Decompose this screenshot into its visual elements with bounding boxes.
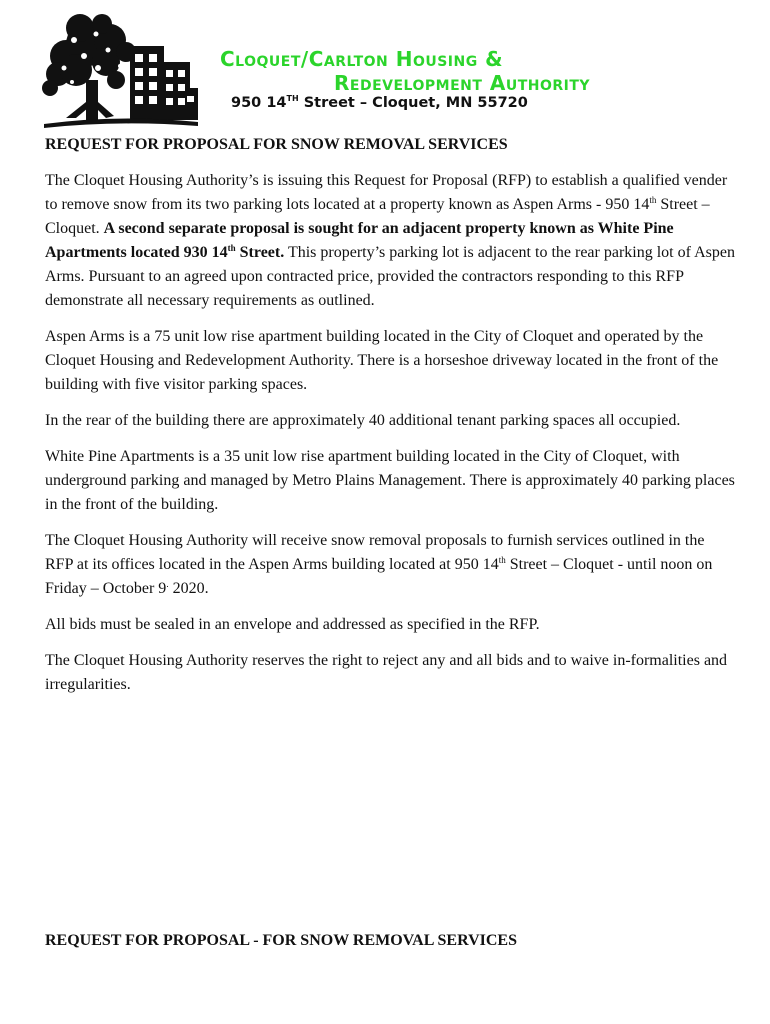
intro-text-3: This property’s parking lot is adjacent to the rear parking lot of Aspen Arms. Pursuant to an agreed upon contracted price, provided the contractors responding to this RFP demonstrate all necessary requirements as outlined.: [45, 244, 735, 309]
paragraph-reserves-right: The Cloquet Housing Authority reserves the right to reject any and all bids and to waive in-formalities and irregularities.: [45, 652, 728, 693]
page-title: REQUEST FOR PROPOSAL FOR SNOW REMOVAL SERVICES: [45, 136, 508, 153]
paragraph-rear-parking: In the rear of the building there are approximately 40 additional tenant parking spaces all occupied.: [45, 412, 681, 429]
intro-bold-2: Street.: [235, 244, 285, 261]
address-superscript: TH: [286, 94, 299, 103]
footer-title: REQUEST FOR PROPOSAL - FOR SNOW REMOVAL SERVICES: [45, 932, 517, 949]
paragraph-deadline: [45, 529, 735, 601]
document-body: [45, 133, 735, 709]
intro-text-2: Street – Cloquet.: [45, 196, 710, 237]
deadline-sup-1: th: [498, 555, 506, 565]
intro-bold-1: A second separate proposal is sought for an adjacent property known as White Pine Apartments located 930 14: [45, 220, 674, 261]
paragraph-aspen-arms: Aspen Arms is a 75 unit low rise apartment building located in the City of Cloquet and operated by the Cloquet Housing and Redevelopment Authority. There is a horseshoe driveway located in the front of the building with five visitor parking spaces.: [45, 328, 719, 393]
organization-name-line1: Cloquet/Carlton Housing &: [220, 47, 504, 71]
intro-text-1: The Cloquet Housing Authority’s is issuing this Request for Proposal (RFP) to establish a qualified vender to remove snow from its two parking lots located at a property known as Aspen Arms - 950 14: [45, 172, 728, 213]
address-number: 950 14: [231, 95, 287, 111]
deadline-text-1: The Cloquet Housing Authority will receive snow removal proposals to furnish services outlined in the RFP at its offices located in the Aspen Arms building located at 950 14: [45, 532, 705, 573]
organization-address: [231, 94, 528, 111]
paragraph-sealed-bids: All bids must be sealed in an envelope and addressed as specified in the RFP.: [45, 616, 540, 633]
organization-name-line2: Redevelopment Authority: [334, 71, 591, 95]
intro-sup-1: th: [649, 195, 657, 205]
organization-name: [220, 47, 620, 95]
deadline-text-2: Street – Cloquet - until noon on Friday – October 9: [45, 556, 713, 597]
paragraph-intro: [45, 169, 735, 313]
deadline-text-3: 2020.: [168, 580, 209, 597]
paragraph-white-pine: White Pine Apartments is a 35 unit low rise apartment building located in the City of Cloquet, with underground parking and managed by Metro Plains Management. There is approximately 40 parking places in the front of the building.: [45, 448, 735, 513]
deadline-sup-2: .: [166, 579, 169, 589]
intro-bold-sup: th: [227, 243, 236, 253]
tree-and-building-logo: [36, 10, 202, 132]
address-street-city: Street – Cloquet, MN 55720: [298, 95, 528, 111]
